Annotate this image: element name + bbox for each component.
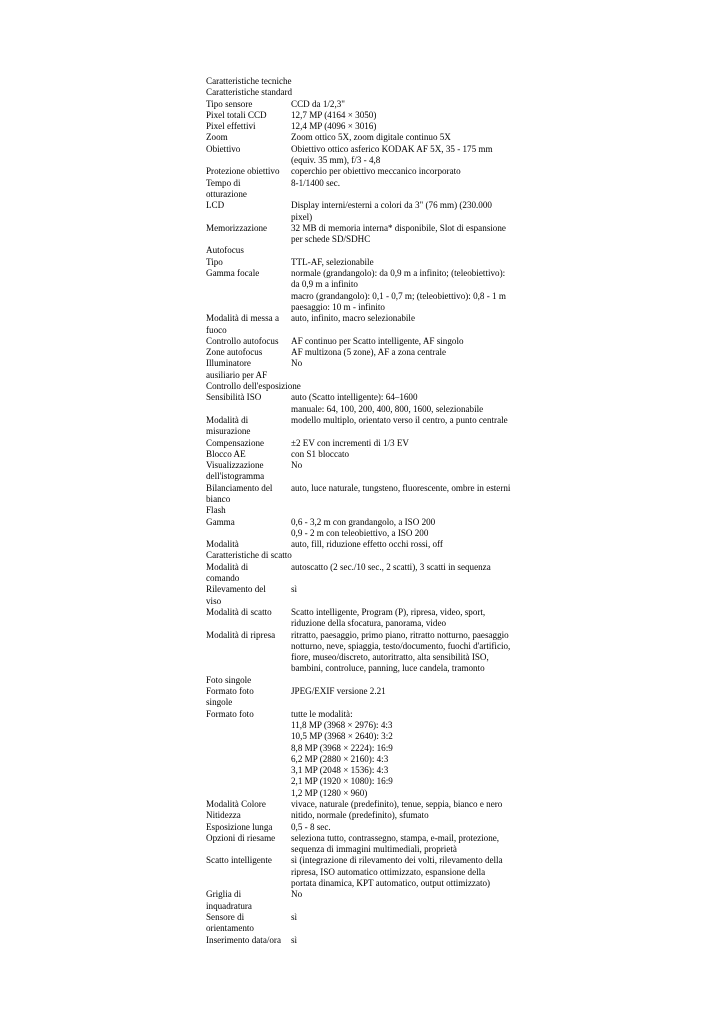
spec-value	[291, 833, 524, 856]
spec-value-line: nitido, normale (predefinito), sfumato	[291, 810, 429, 821]
spec-value-line: modello multiplo, orientato verso il centro, a punto centrale	[291, 414, 508, 425]
spec-row-formato-foto-singole	[206, 686, 524, 709]
spec-value	[291, 415, 524, 438]
spec-label-line: Protezione obiettivo	[206, 166, 280, 177]
spec-document	[206, 76, 524, 946]
spec-value-line: 0,6 - 3,2 m con grandangolo, a ISO 200	[291, 516, 436, 527]
spec-value-line: seleziona tutto, contrassegno, stampa, e-mail, protezione,	[291, 832, 500, 843]
spec-label	[206, 392, 291, 415]
spec-value-line: pixel)	[291, 211, 313, 222]
spec-label-line: Tipo	[206, 256, 223, 267]
spec-label	[206, 584, 291, 607]
spec-value	[291, 607, 524, 630]
spec-value	[291, 517, 524, 540]
spec-value-line: con S1 bloccato	[291, 448, 350, 459]
spec-label	[206, 132, 291, 143]
spec-value	[291, 313, 524, 336]
spec-value	[291, 121, 524, 132]
spec-label	[206, 223, 291, 246]
spec-value-line: No	[291, 889, 303, 900]
spec-value-line: AF multizona (5 zone), AF a zona centrale	[291, 347, 447, 358]
spec-label	[206, 562, 291, 585]
spec-value-line: ritratto, paesaggio, primo piano, ritratto notturno, paesaggio	[291, 629, 509, 640]
spec-value-line: sì	[291, 584, 298, 595]
spec-value-line: 32 MB di memoria interna* disponibile, Slot di espansione	[291, 222, 506, 233]
spec-value	[291, 336, 524, 347]
spec-label-line: Sensibilità ISO	[206, 392, 262, 403]
spec-row-lcd	[206, 200, 524, 223]
spec-label-line: dell'istogramma	[206, 471, 265, 482]
spec-label-line: Modalità	[206, 539, 239, 550]
spec-label	[206, 358, 291, 381]
spec-label-line: Compensazione	[206, 437, 265, 448]
spec-table-flash	[206, 517, 524, 551]
spec-value	[291, 799, 524, 810]
spec-label-line: ausiliario per AF	[206, 369, 268, 380]
spec-row-griglia-di-inquadratura	[206, 889, 524, 912]
spec-row-protezione-obiettivo	[206, 166, 524, 177]
section-heading-controllo-dell-esposizione: Controllo dell'esposizione	[206, 381, 301, 392]
spec-value	[291, 686, 524, 709]
spec-table-autofocus	[206, 257, 524, 381]
spec-value	[291, 144, 524, 167]
spec-label-line: Modalità di scatto	[206, 606, 272, 617]
spec-row-tempo-di-otturazione	[206, 178, 524, 201]
spec-label-line: bianco	[206, 493, 231, 504]
spec-label-line: Nitidezza	[206, 810, 241, 821]
spec-value	[291, 438, 524, 449]
spec-value	[291, 630, 524, 675]
spec-label-line: Memorizzazione	[206, 222, 268, 233]
spec-value	[291, 358, 524, 381]
spec-label-line: Blocco AE	[206, 448, 246, 459]
spec-row-visualizzazione-dell-istogramma	[206, 460, 524, 483]
spec-row-modalita-colore	[206, 799, 524, 810]
spec-label	[206, 889, 291, 912]
spec-label	[206, 799, 291, 810]
spec-label	[206, 178, 291, 201]
spec-label	[206, 110, 291, 121]
spec-value	[291, 562, 524, 585]
spec-label	[206, 347, 291, 358]
spec-value-line: ±2 EV con incrementi di 1/3 EV	[291, 437, 409, 448]
spec-value-line: 11,8 MP (3968 × 2976): 4:3	[291, 719, 393, 730]
spec-value-line: da 0,9 m a infinito	[291, 279, 358, 290]
spec-value	[291, 584, 524, 607]
spec-label-line: Sensore di	[206, 911, 245, 922]
spec-label	[206, 257, 291, 268]
spec-row-esposizione-lunga	[206, 822, 524, 833]
spec-value-line: portata dinamica, KPT automatico, output ottimizzato)	[291, 878, 491, 889]
spec-label	[206, 313, 291, 336]
spec-value-line: No	[291, 460, 303, 471]
spec-row-rilevamento-del-viso	[206, 584, 524, 607]
spec-label-line: Esposizione lunga	[206, 821, 273, 832]
spec-value-line: 2,1 MP (1920 × 1080): 16:9	[291, 776, 393, 787]
spec-row-bilanciamento-del-bianco	[206, 483, 524, 506]
spec-row-sensore-di-orientamento	[206, 912, 524, 935]
spec-label-line: viso	[206, 595, 222, 606]
spec-value-line: JPEG/EXIF versione 2.21	[291, 686, 386, 697]
spec-value-line: CCD da 1/2,3"	[291, 98, 345, 109]
spec-value	[291, 392, 524, 415]
spec-value-line: Obiettivo ottico asferico KODAK AF 5X, 35 - 175 mm	[291, 143, 493, 154]
spec-value-line: ripresa, ISO automatico ottimizzato, espansione della	[291, 866, 486, 877]
spec-label-line: Obiettivo	[206, 143, 241, 154]
spec-label-line: Zoom	[206, 132, 228, 143]
spec-value-line: auto (Scatto intelligente): 64–1600	[291, 392, 418, 403]
spec-row-modalita-di-ripresa	[206, 630, 524, 675]
spec-value-line: bambini, controluce, panning, luce candela, tramonto	[291, 663, 485, 674]
spec-label-line: Modalità Colore	[206, 799, 266, 809]
spec-label-line: Opzioni di riesame	[206, 832, 276, 843]
spec-label-line: misurazione	[206, 426, 251, 437]
spec-label-line: Bilanciamento del	[206, 482, 273, 493]
spec-value	[291, 268, 524, 313]
spec-value-line: Zoom ottico 5X, zoom digitale continuo 5X	[291, 132, 451, 143]
spec-row-tipo-sensore	[206, 99, 524, 110]
spec-value	[291, 935, 524, 946]
spec-value-line: 12,7 MP (4164 × 3050)	[291, 109, 377, 120]
spec-value	[291, 822, 524, 833]
spec-row-formato-foto	[206, 709, 524, 799]
spec-label	[206, 144, 291, 167]
spec-value	[291, 223, 524, 246]
spec-value-line: sì	[291, 934, 298, 945]
spec-row-zone-autofocus	[206, 347, 524, 358]
spec-label	[206, 539, 291, 550]
spec-label-line: otturazione	[206, 188, 247, 199]
spec-row-modalita-di-misurazione	[206, 415, 524, 438]
spec-value-line: 0,9 - 2 m con teleobiettivo, a ISO 200	[291, 527, 429, 538]
spec-row-opzioni-di-riesame	[206, 833, 524, 856]
spec-row-inserimento-data-ora	[206, 935, 524, 946]
spec-row-pixel-effettivi	[206, 121, 524, 132]
spec-value-line: (equiv. 35 mm), f/3 - 4,8	[291, 155, 381, 166]
spec-table-caratteristiche-standard	[206, 99, 524, 246]
spec-value-line: vivace, naturale (predefinito), tenue, seppia, bianco e nero	[291, 799, 503, 809]
spec-row-modalita-di-scatto	[206, 607, 524, 630]
spec-row-illuminatore-ausiliario-per-af	[206, 358, 524, 381]
spec-value-line: 0,5 - 8 sec.	[291, 821, 331, 832]
spec-value-line: sequenza di immagini multimediali, proprietà	[291, 844, 457, 855]
spec-label	[206, 99, 291, 110]
spec-value-line: 1,2 MP (1280 × 960)	[291, 787, 368, 798]
spec-label-line: Scatto intelligente	[206, 855, 272, 866]
spec-value-line: Display interni/esterni a colori da 3" (76 mm) (230.000	[291, 200, 492, 211]
spec-label	[206, 336, 291, 347]
spec-label	[206, 686, 291, 709]
section-heading-foto-singole: Foto singole	[206, 674, 252, 685]
spec-label	[206, 822, 291, 833]
spec-table-controllo-dell-esposizione	[206, 392, 524, 505]
spec-row-modalita	[206, 539, 524, 550]
spec-row-obiettivo	[206, 144, 524, 167]
spec-value-line: manuale: 64, 100, 200, 400, 800, 1600, selezionabile	[291, 403, 484, 414]
spec-value	[291, 257, 524, 268]
spec-row-tipo	[206, 257, 524, 268]
spec-row-controllo-autofocus	[206, 336, 524, 347]
spec-label-line: Gamma focale	[206, 268, 260, 279]
spec-value	[291, 347, 524, 358]
spec-label	[206, 483, 291, 506]
spec-value	[291, 200, 524, 223]
spec-value-line: 6,2 MP (2880 × 2160): 4:3	[291, 753, 389, 764]
spec-value	[291, 709, 524, 799]
spec-label	[206, 166, 291, 177]
section-heading-caratteristiche-tecniche: Caratteristiche tecniche	[206, 76, 292, 86]
spec-row-compensazione	[206, 438, 524, 449]
spec-value	[291, 912, 524, 935]
spec-value-line: notturno, neve, spiaggia, testo/documento, fuochi d'artificio,	[291, 640, 511, 651]
spec-value-line: auto, infinito, macro selezionabile	[291, 313, 415, 324]
spec-value-line: sì (integrazione di rilevamento dei volti, rilevamento della	[291, 855, 503, 866]
spec-value	[291, 855, 524, 889]
spec-label-line: inquadratura	[206, 900, 252, 911]
spec-label	[206, 460, 291, 483]
spec-label	[206, 855, 291, 889]
spec-label	[206, 415, 291, 438]
spec-row-memorizzazione	[206, 223, 524, 246]
spec-table-foto-singole	[206, 686, 524, 946]
spec-value-line: paesaggio: 10 m - infinito	[291, 301, 385, 312]
spec-label	[206, 912, 291, 935]
spec-value-line: Scatto intelligente, Program (P), ripresa, video, sport,	[291, 606, 486, 617]
spec-label	[206, 833, 291, 856]
spec-label-line: Modalità di	[206, 561, 249, 572]
spec-row-blocco-ae	[206, 449, 524, 460]
section-heading-flash: Flash	[206, 505, 226, 516]
spec-value	[291, 539, 524, 550]
spec-value-line: autoscatto (2 sec./10 sec., 2 scatti), 3 scatti in sequenza	[291, 561, 491, 572]
spec-row-scatto-intelligente	[206, 855, 524, 889]
spec-label-line: orientamento	[206, 923, 254, 934]
spec-label-line: Tempo di	[206, 177, 241, 188]
spec-value	[291, 99, 524, 110]
spec-value-line: 3,1 MP (2048 × 1536): 4:3	[291, 765, 389, 776]
spec-row-sensibilita-iso	[206, 392, 524, 415]
spec-value-line: riduzione della sfocatura, panorama, video	[291, 618, 447, 629]
spec-value-line: macro (grandangolo): 0,1 - 0,7 m; (teleobiettivo): 0,8 - 1 m	[291, 290, 506, 301]
spec-label-line: LCD	[206, 200, 225, 211]
spec-value	[291, 483, 524, 506]
spec-value-line: AF continuo per Scatto intelligente, AF singolo	[291, 335, 464, 346]
spec-value-line: TTL-AF, selezionabile	[291, 256, 374, 267]
spec-label-line: Controllo autofocus	[206, 335, 279, 346]
spec-label	[206, 268, 291, 313]
spec-label-line: Zone autofocus	[206, 347, 263, 358]
spec-label-line: comando	[206, 573, 240, 584]
spec-label	[206, 630, 291, 675]
spec-value-line: sì	[291, 911, 298, 922]
section-heading-caratteristiche-standard: Caratteristiche standard	[206, 87, 293, 98]
spec-row-gamma	[206, 517, 524, 540]
spec-row-nitidezza	[206, 810, 524, 821]
spec-label	[206, 200, 291, 223]
spec-label-line: Tipo sensore	[206, 98, 253, 109]
spec-value-line: 8-1/1400 sec.	[291, 177, 340, 188]
spec-label-line: Visualizzazione	[206, 460, 264, 471]
spec-value	[291, 166, 524, 177]
spec-row-modalita-di-comando	[206, 562, 524, 585]
spec-value-line: fiore, museo/discreto, autoritratto, alta sensibilità ISO,	[291, 652, 489, 663]
spec-label	[206, 121, 291, 132]
spec-label-line: Modalità di ripresa	[206, 629, 276, 640]
spec-label-line: Gamma	[206, 516, 235, 527]
spec-value-line: normale (grandangolo): da 0,9 m a infinito; (teleobiettivo):	[291, 268, 506, 279]
spec-label-line: Modalità di	[206, 414, 249, 425]
spec-label-line: Modalità di messa a	[206, 313, 279, 324]
spec-value	[291, 810, 524, 821]
spec-row-modalita-di-messa-a-fuoco	[206, 313, 524, 336]
spec-value-line: tutte le modalità:	[291, 708, 353, 719]
spec-value-line: No	[291, 358, 303, 369]
spec-label-line: Rilevamento del	[206, 584, 266, 595]
spec-row-gamma-focale	[206, 268, 524, 313]
spec-value	[291, 132, 524, 143]
spec-label	[206, 438, 291, 449]
spec-label-line: Formato foto	[206, 686, 254, 697]
spec-value-line: coperchio per obiettivo meccanico incorporato	[291, 166, 461, 177]
spec-label	[206, 709, 291, 799]
spec-label	[206, 449, 291, 460]
spec-label-line: fuoco	[206, 324, 227, 335]
spec-label	[206, 607, 291, 630]
spec-row-pixel-totali-ccd	[206, 110, 524, 121]
spec-value-line: 12,4 MP (4096 × 3016)	[291, 121, 377, 132]
spec-row-zoom	[206, 132, 524, 143]
spec-label	[206, 810, 291, 821]
spec-value	[291, 460, 524, 483]
spec-label-line: Griglia di	[206, 889, 242, 900]
spec-value-line: 10,5 MP (3968 × 2640): 3:2	[291, 731, 393, 742]
spec-label-line: Illuminatore	[206, 358, 251, 369]
spec-label-line: Inserimento data/ora	[206, 934, 281, 945]
section-heading-autofocus: Autofocus	[206, 245, 244, 256]
spec-value-line: 8,8 MP (3968 × 2224): 16:9	[291, 742, 393, 753]
spec-label-line: singole	[206, 697, 233, 708]
spec-value-line: auto, luce naturale, tungsteno, fluorescente, ombre in esterni	[291, 482, 511, 493]
spec-label	[206, 935, 291, 946]
spec-value-line: auto, fill, riduzione effetto occhi rossi, off	[291, 539, 443, 550]
spec-value	[291, 178, 524, 201]
spec-label-line: Pixel totali CCD	[206, 109, 267, 120]
section-heading-caratteristiche-di-scatto: Caratteristiche di scatto	[206, 550, 292, 561]
spec-value	[291, 110, 524, 121]
spec-label-line: Formato foto	[206, 708, 254, 719]
spec-value	[291, 889, 524, 912]
spec-label-line: Pixel effettivi	[206, 121, 256, 132]
spec-value-line: per schede SD/SDHC	[291, 234, 371, 245]
spec-value	[291, 449, 524, 460]
spec-label	[206, 517, 291, 540]
spec-table-caratteristiche-di-scatto	[206, 562, 524, 675]
